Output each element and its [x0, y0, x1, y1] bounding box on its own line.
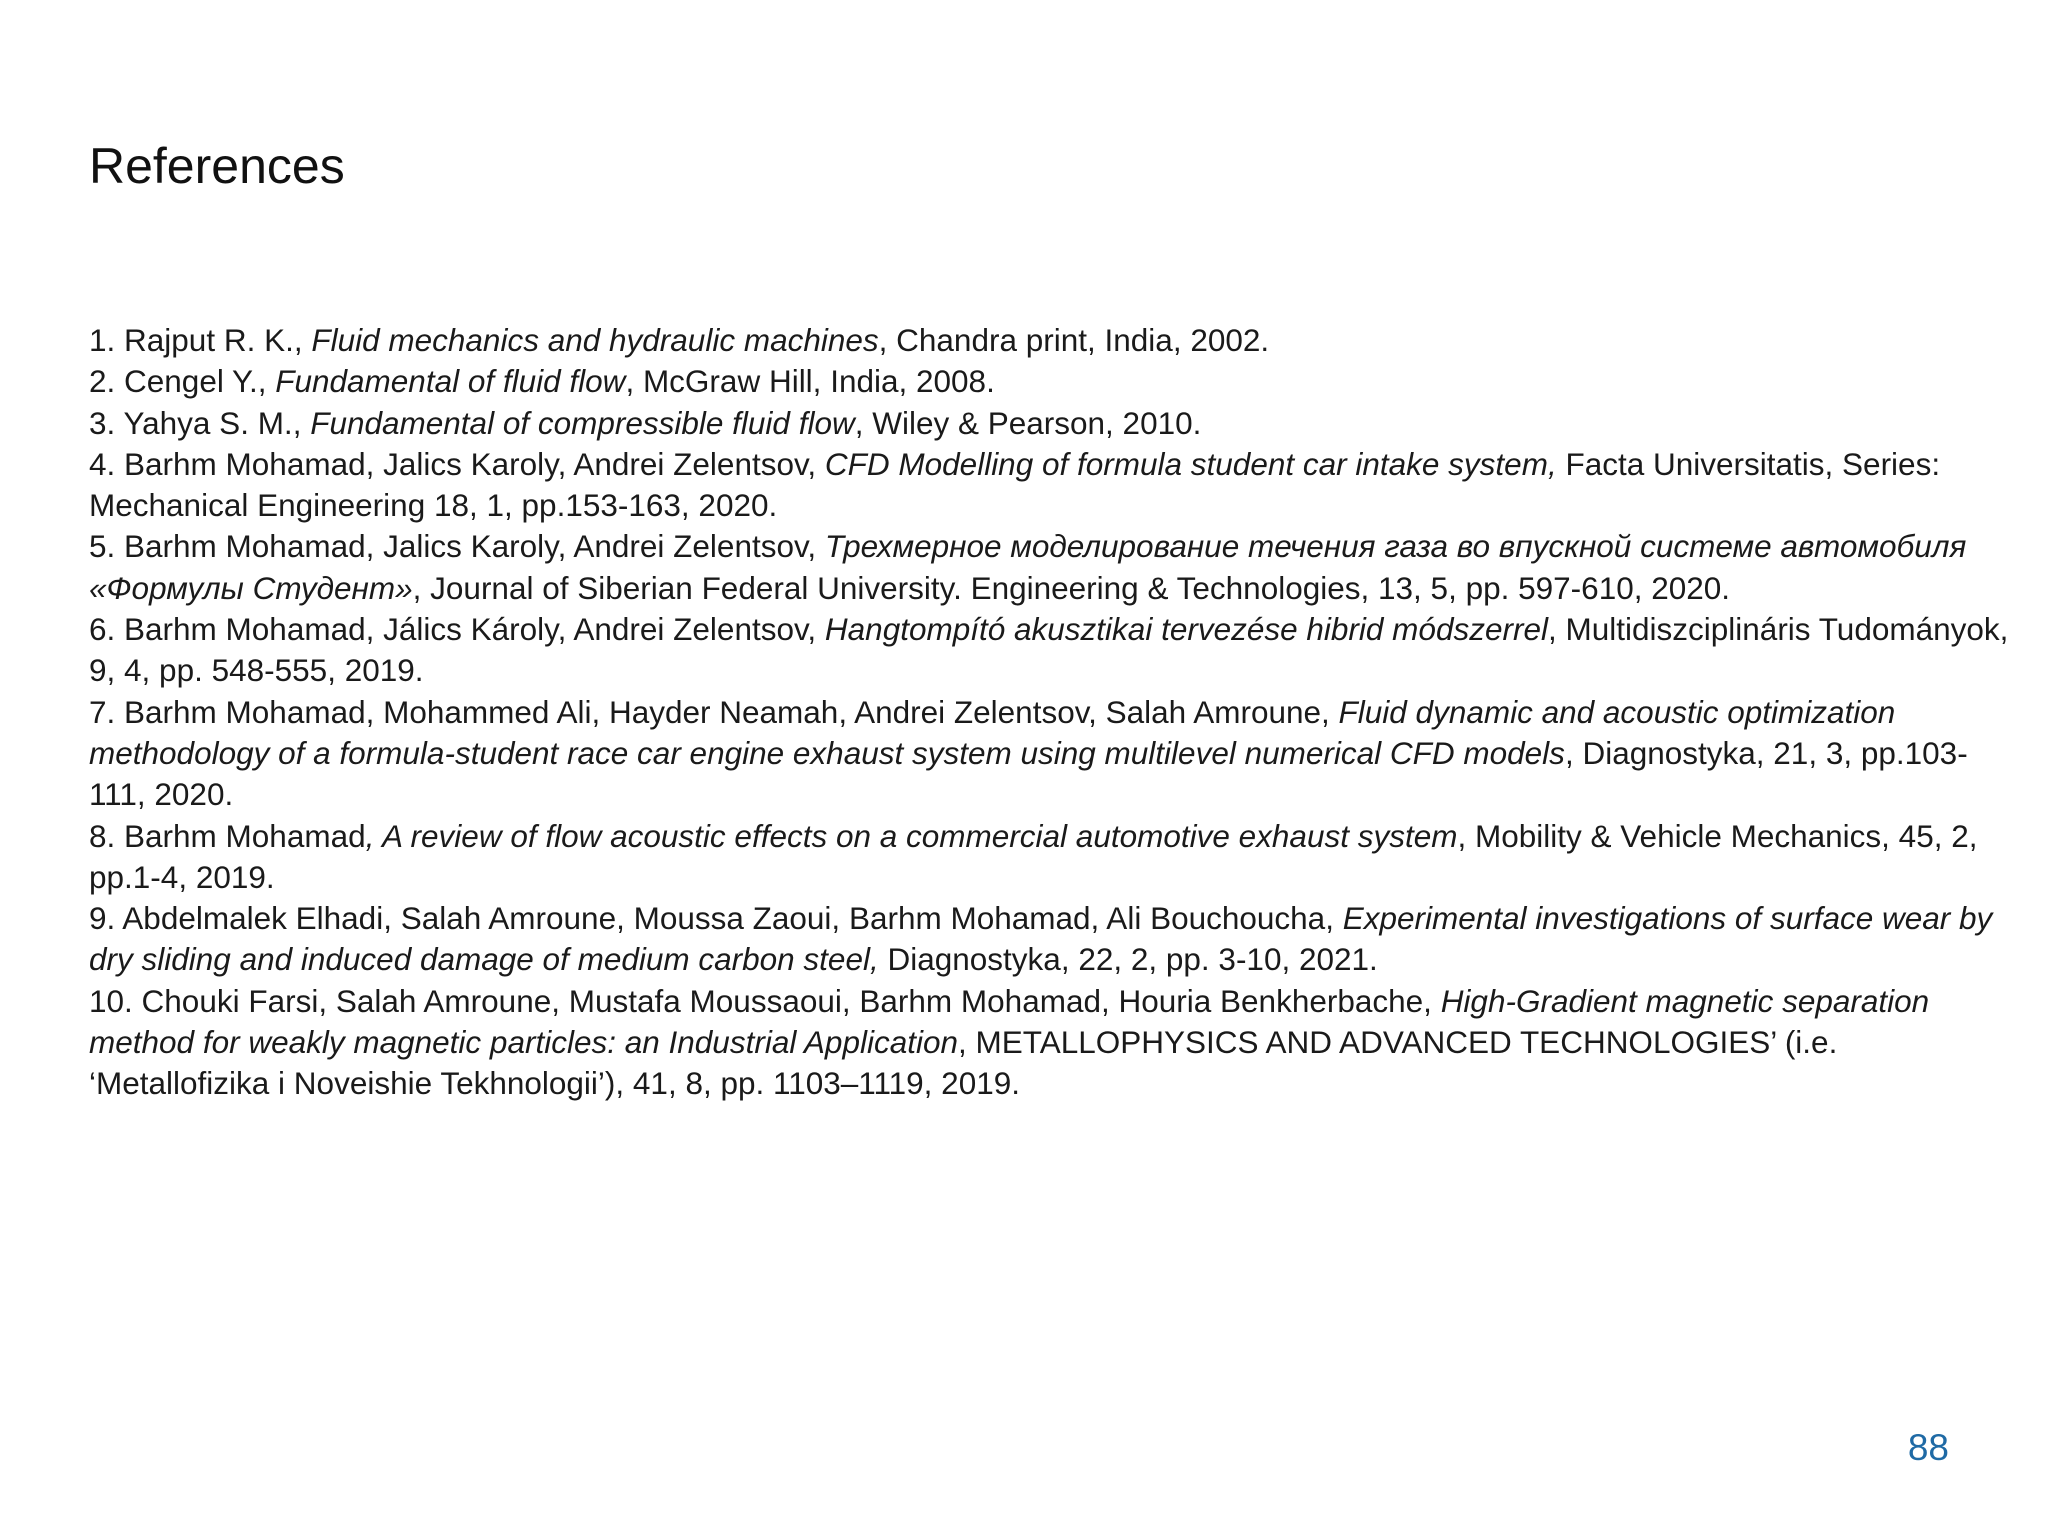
reference-authors: 9. Abdelmalek Elhadi, Salah Amroune, Moussa Zaoui, Barhm Mohamad, Ali Bouchoucha,	[89, 900, 1343, 937]
reference-source: , Diagnostyka, 21, 3, pp.103-111, 2020.	[89, 734, 1968, 813]
reference-title: Fluid mechanics and hydraulic machines	[311, 322, 879, 358]
page-number: 88	[1907, 1427, 1949, 1468]
reference-title: Fundamental of compressible fluid flow	[310, 404, 855, 441]
reference-item	[89, 981, 2014, 1105]
reference-authors: 1. Rajput R. K.,	[89, 322, 312, 358]
reference-authors: 10. Chouki Farsi, Salah Amroune, Mustafa Moussaoui, Barhm Mohamad, Houria Benkherbache,	[89, 982, 1441, 1019]
reference-source: Diagnostyka, 22, 2, pp. 3-10, 2021.	[878, 941, 1378, 978]
reference-item	[89, 816, 2014, 899]
reference-list	[89, 320, 2014, 1105]
reference-item	[89, 692, 2014, 816]
reference-title: Fundamental of fluid flow	[275, 363, 626, 400]
reference-source: Facta Universitatis, Series: Mechanical Engineering 18, 1, pp.153-163, 2020.	[89, 445, 1941, 524]
reference-title: High-Gradient magnetic separation method for weakly magnetic particles: an Industrial Application	[89, 982, 1930, 1061]
reference-item	[89, 609, 2014, 692]
reference-source: , Mobility & Vehicle Mechanics, 45, 2, pp.1-4, 2019.	[89, 817, 1978, 895]
reference-title: CFD Modelling of formula student car intake system,	[824, 445, 1557, 482]
reference-authors: 6. Barhm Mohamad, Jálics Károly, Andrei Zelentsov,	[89, 611, 825, 648]
slide-title: References	[89, 138, 345, 194]
reference-item	[89, 898, 2014, 981]
reference-source: , McGraw Hill, India, 2008.	[625, 363, 995, 400]
reference-source: , Journal of Siberian Federal University. Engineering & Technologies, 13, 5, pp. 597-610, 2020.	[412, 569, 1731, 606]
reference-title: Hangtompító akusztikai tervezése hibrid módszerrel	[824, 611, 1548, 648]
reference-authors: 4. Barhm Mohamad, Jalics Karoly, Andrei Zelentsov,	[89, 445, 825, 482]
reference-title: Fluid dynamic and acoustic optimization methodology of a formula-student race car engine exhaust system using multilevel numerical CFD models	[89, 693, 1896, 771]
reference-item	[89, 320, 2014, 361]
reference-item	[89, 403, 2014, 444]
reference-title: Трехмерное моделирование течения газа во впускной системе автомобиля «Формулы Студент»	[89, 528, 1967, 606]
reference-source: , Wiley & Pearson, 2010.	[854, 404, 1202, 441]
reference-authors: 2. Cengel Y.,	[89, 363, 276, 400]
reference-item	[89, 526, 2014, 609]
reference-authors: 8. Barhm Mohamad	[89, 817, 366, 854]
reference-source: , Multidiszciplináris Tudományok, 9, 4, pp. 548-555, 2019.	[89, 611, 2009, 689]
reference-source: , METALLOPHYSICS AND ADVANCED TECHNOLOGIES’ (i.e. ‘Metallofizika i Noveishie Tekhnologii’), 41, 8, pp. 1103–1119, 2019.	[89, 1024, 1838, 1102]
reference-item	[89, 444, 2014, 527]
reference-authors: 7. Barhm Mohamad, Mohammed Ali, Hayder Neamah, Andrei Zelentsov, Salah Amroune,	[89, 693, 1339, 730]
reference-authors: 5. Barhm Mohamad, Jalics Karoly, Andrei Zelentsov,	[89, 528, 825, 565]
reference-source: , Chandra print, India, 2002.	[878, 322, 1270, 358]
reference-item	[89, 361, 2014, 402]
reference-title: , A review of flow acoustic effects on a commercial automotive exhaust system	[365, 817, 1458, 854]
reference-title: Experimental investigations of surface wear by dry sliding and induced damage of medium carbon steel,	[89, 900, 1993, 978]
reference-authors: 3. Yahya S. M.,	[89, 404, 311, 441]
